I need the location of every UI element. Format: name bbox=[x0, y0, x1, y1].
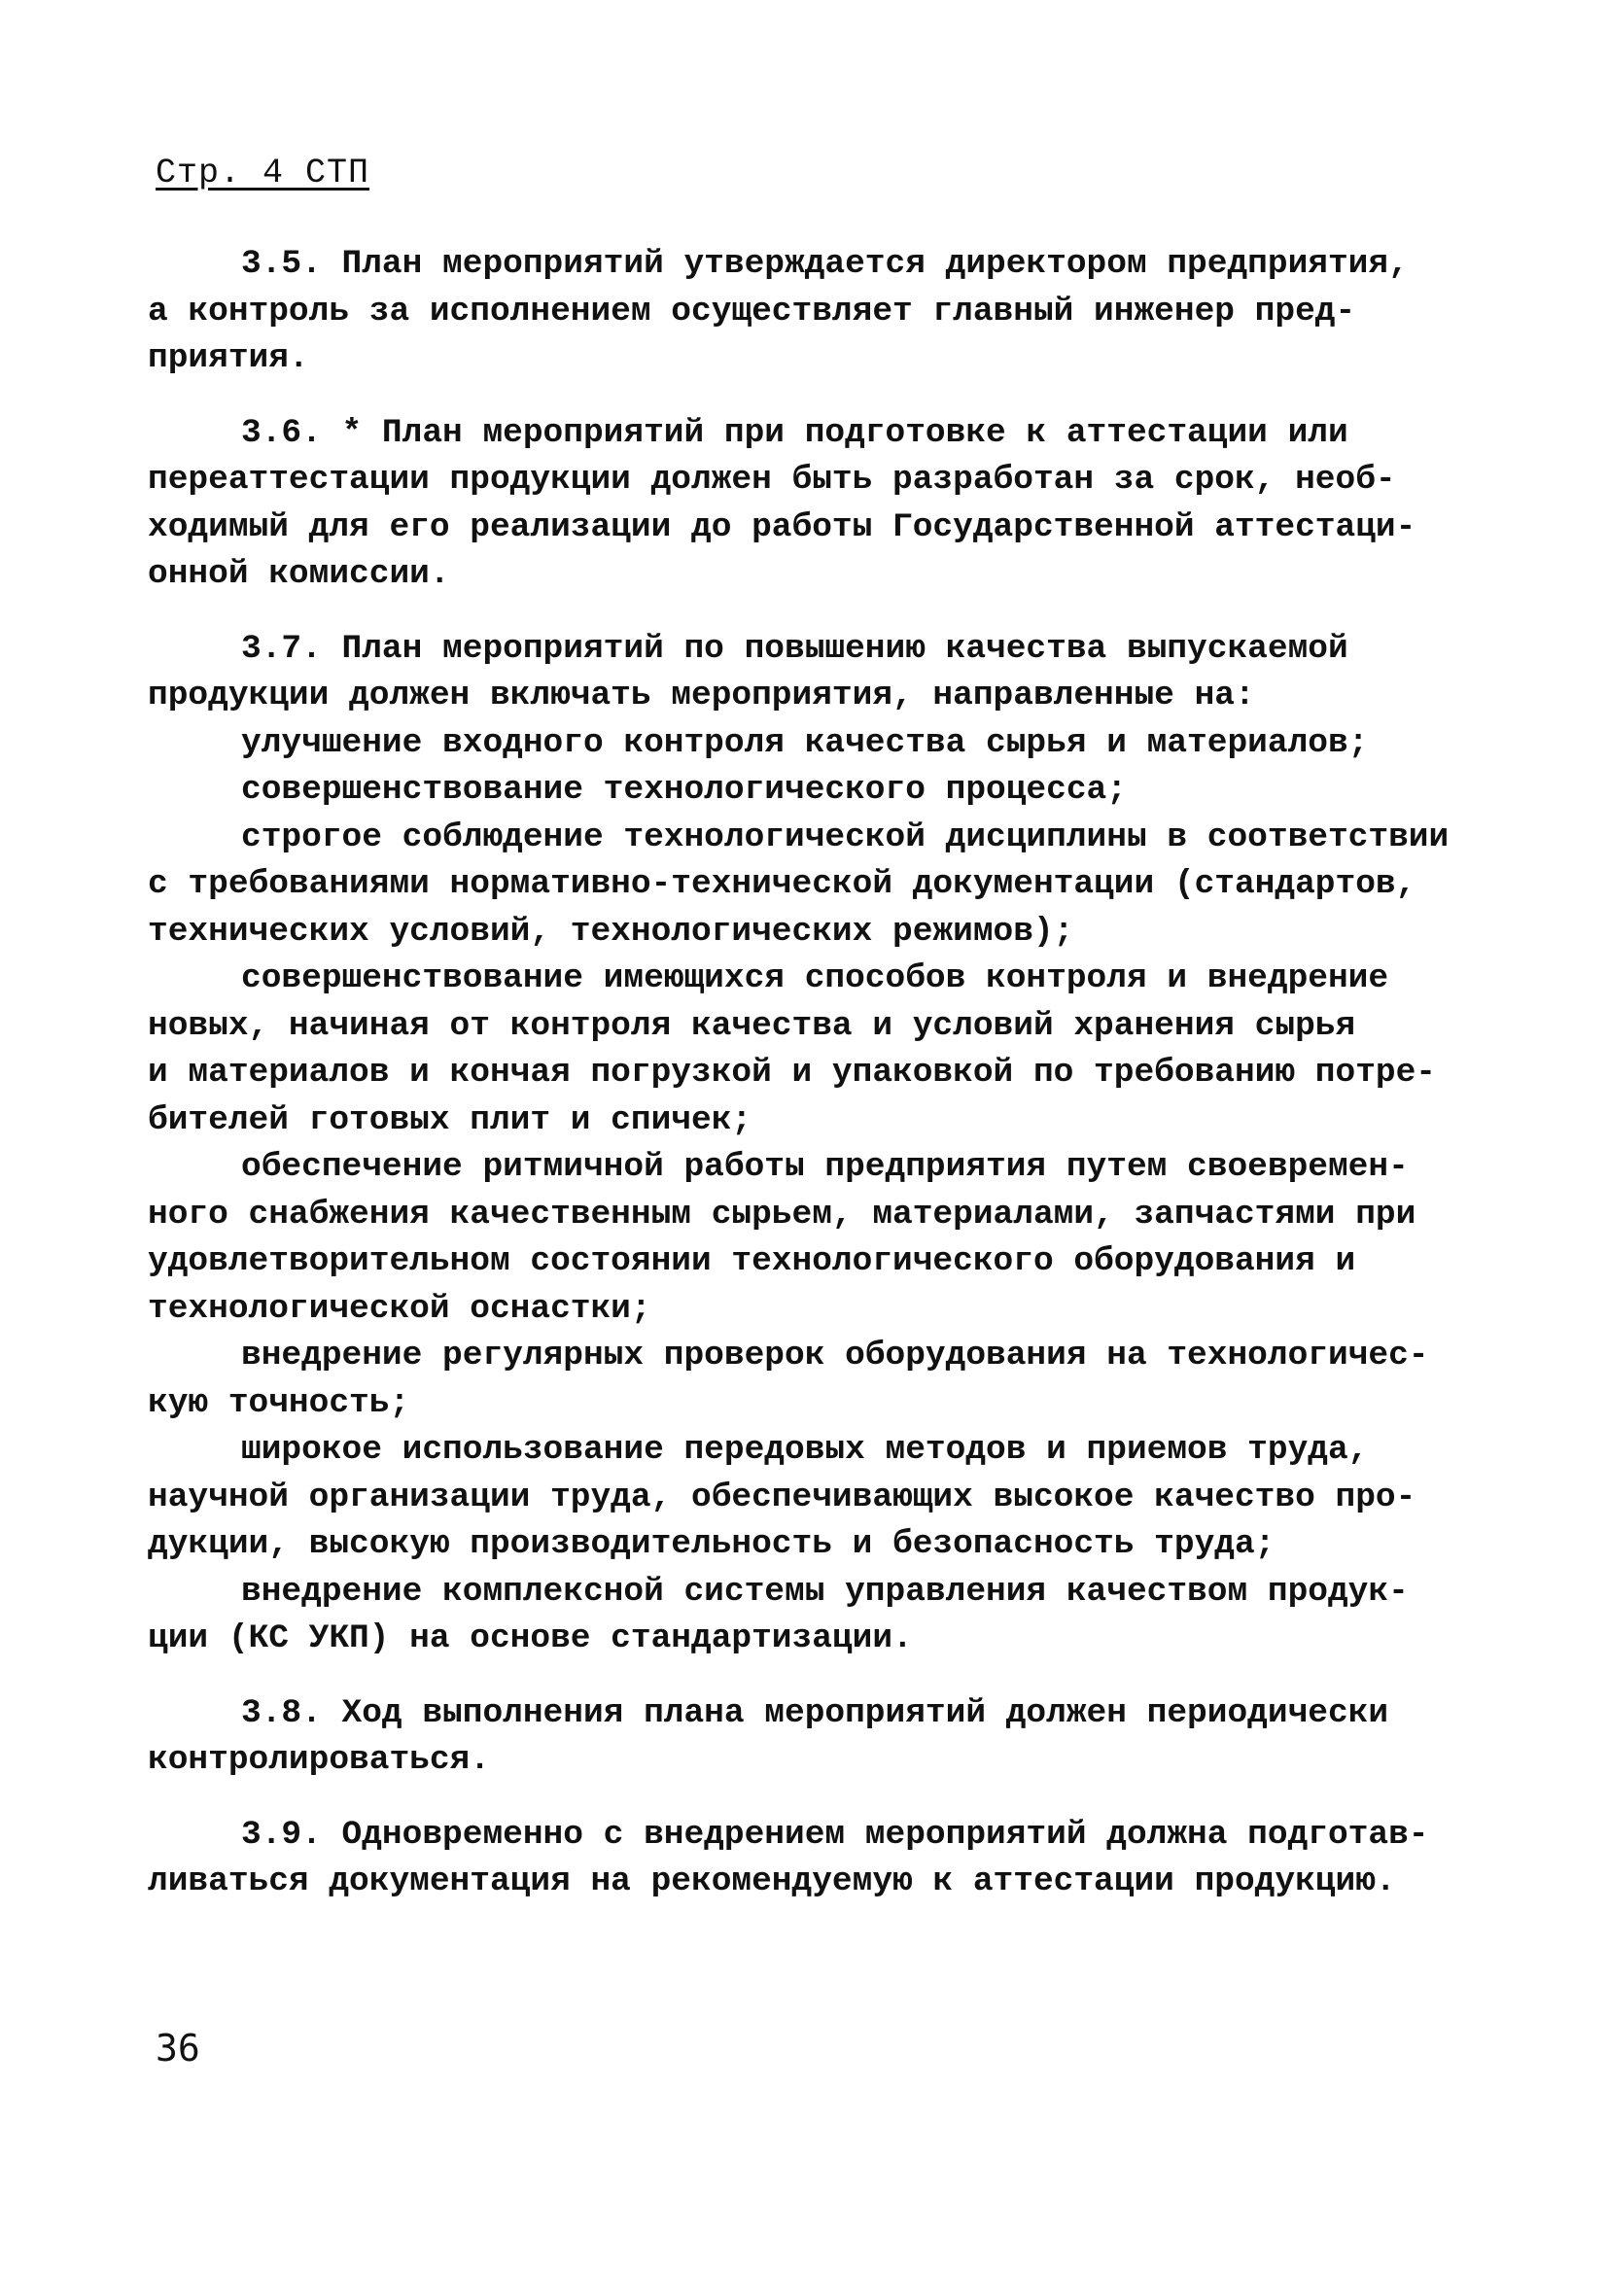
text-line: кую точность; bbox=[148, 1383, 410, 1422]
page-number: 36 bbox=[156, 2027, 200, 2070]
text-line: ливаться документация на рекомендуемую к аттестации продукцию. bbox=[148, 1862, 1396, 1900]
text-line: 3.7. План мероприятий по повышению качества выпускаемой bbox=[241, 629, 1348, 668]
list-item: обеспечение ритмичной работы предприятия путем своевремен- bbox=[241, 1148, 1409, 1186]
text-line: 3.5. План мероприятий утверждается директором предприятия, bbox=[241, 245, 1409, 283]
section-3-9 bbox=[148, 1812, 1431, 1906]
text-line: новых, начиная от контроля качества и условий хранения сырья bbox=[148, 1006, 1356, 1045]
text-line: технологической оснастки; bbox=[148, 1289, 651, 1328]
section-3-6 bbox=[148, 410, 1431, 599]
list-item: улучшение входного контроля качества сырья и материалов; bbox=[241, 723, 1369, 762]
text-line: онной комиссии. bbox=[148, 555, 450, 593]
text-line: и материалов и кончая погрузкой и упаковкой по требованию потре- bbox=[148, 1054, 1437, 1092]
list-item: внедрение комплексной системы управления качеством продук- bbox=[241, 1572, 1409, 1611]
list-item: строгое соблюдение технологической дисциплины в соответствии bbox=[241, 818, 1450, 856]
document-body bbox=[148, 241, 1450, 1906]
text-line: ного снабжения качественным сырьем, материалами, запчастями при bbox=[148, 1195, 1416, 1234]
text-line: научной организации труда, обеспечивающих высокое качество про- bbox=[148, 1478, 1416, 1516]
section-3-5 bbox=[148, 241, 1431, 383]
list-item: широкое использование передовых методов и приемов труда, bbox=[241, 1431, 1369, 1469]
text-line: продукции должен включать мероприятия, направленные на: bbox=[148, 677, 1255, 714]
text-line: ходимый для его реализации до работы Государственной аттестаци- bbox=[148, 507, 1416, 546]
text-line: 3.9. Одновременно с внедрением мероприятий должна подготав- bbox=[241, 1815, 1429, 1854]
text-line: технических условий, технологических режимов); bbox=[148, 912, 1074, 951]
text-line: с требованиями нормативно-технической документации (стандартов, bbox=[148, 865, 1416, 903]
text-line: 3.8. Ход выполнения плана мероприятий должен периодически bbox=[241, 1693, 1389, 1732]
section-3-7 bbox=[148, 626, 1450, 1663]
text-line: бителей готовых плит и спичек; bbox=[148, 1100, 752, 1139]
text-line: контролироваться. bbox=[148, 1741, 490, 1779]
list-item: совершенствование имеющихся способов контроля и внедрение bbox=[241, 959, 1389, 997]
section-3-8 bbox=[148, 1690, 1431, 1785]
text-line: приятия. bbox=[148, 339, 309, 377]
text-line: удовлетворительном состоянии технологического оборудования и bbox=[148, 1242, 1356, 1280]
text-line: а контроль за исполнением осуществляет главный инженер пред- bbox=[148, 292, 1356, 330]
list-item: внедрение регулярных проверок оборудования на технологичес- bbox=[241, 1337, 1429, 1374]
list-item: совершенствование технологического процесса; bbox=[241, 771, 1127, 809]
text-line: 3.6. * План мероприятий при подготовке к аттестации или bbox=[241, 413, 1348, 452]
text-line: переаттестации продукции должен быть разработан за срок, необ- bbox=[148, 461, 1396, 499]
text-line: ции (КС УКП) на основе стандартизации. bbox=[148, 1619, 913, 1657]
text-line: дукции, высокую производительность и безопасность труда; bbox=[148, 1525, 1276, 1563]
page-header: Стр. 4 СТП bbox=[156, 154, 370, 192]
